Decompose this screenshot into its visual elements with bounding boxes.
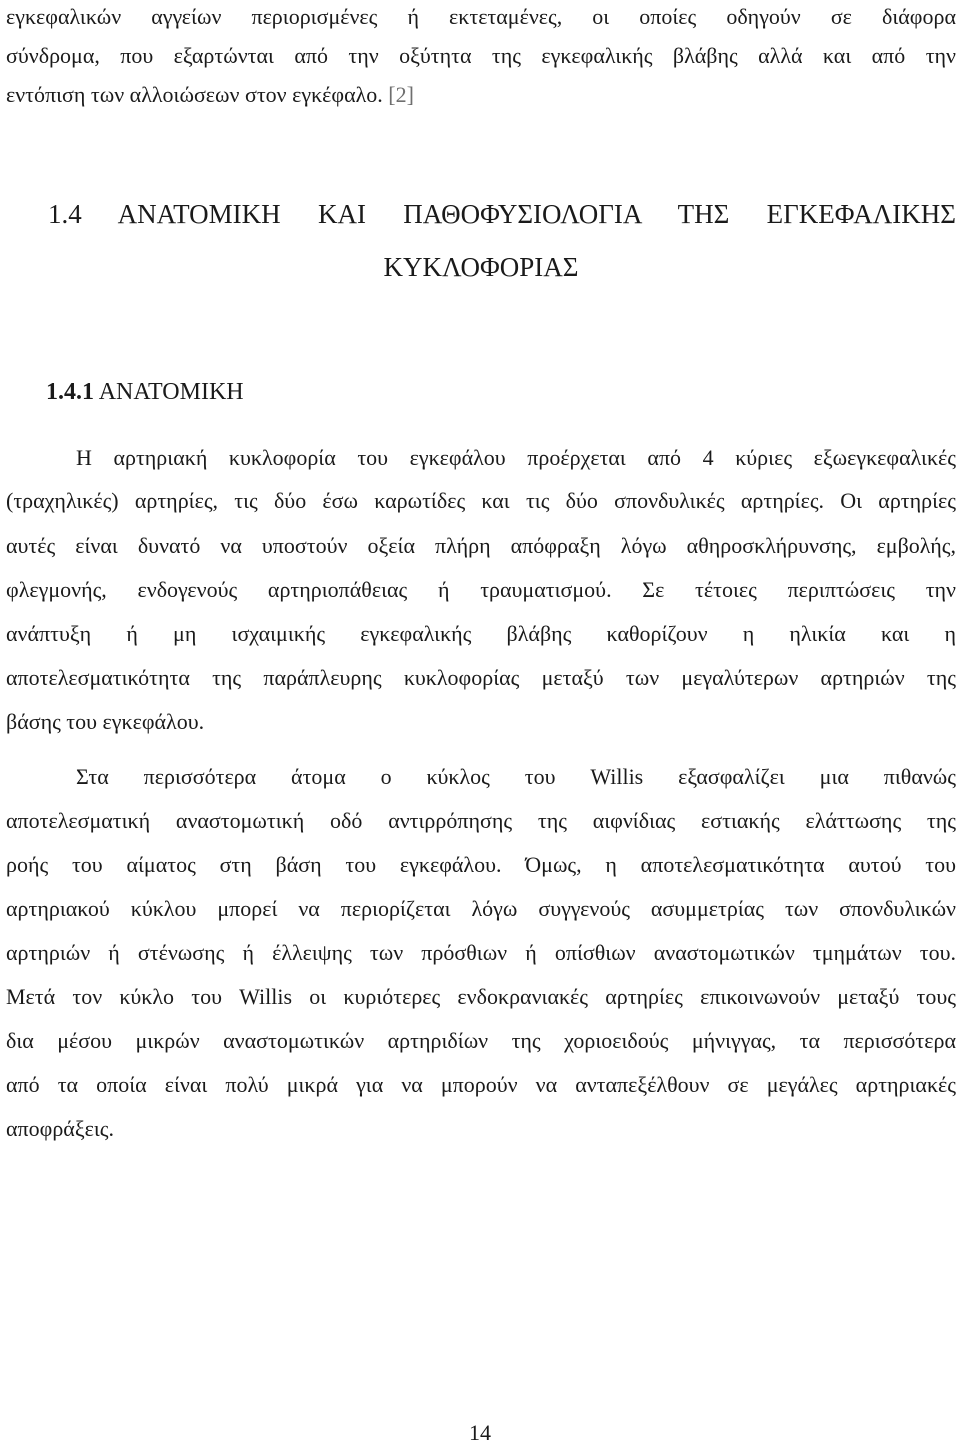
- subsection-number: 1.4.1: [46, 379, 94, 405]
- section-title-line-2: ΚΥΚΛΟΦΟΡΙΑΣ: [383, 252, 579, 282]
- paragraph-1-line: φλεγμονής, ενδογενούς αρτηριοπάθειας ή τραυματισμού. Σε τέτοιες περιπτώσεις την: [6, 577, 956, 602]
- paragraph-2-line: αποφράξεις.: [6, 1116, 115, 1141]
- section-title-line-1: ΑΝΑΤΟΜΙΚΗ ΚΑΙ ΠΑΘΟΦΥΣΙΟΛΟΓΙΑ ΤΗΣ ΕΓΚΕΦΑΛΙΚΗΣ: [117, 199, 957, 229]
- paragraph-1-line: βάσης του εγκεφάλου.: [6, 709, 205, 734]
- citation-ref: [2]: [388, 82, 414, 107]
- paragraph-2-line: δια μέσου μικρών αναστομωτικών αρτηριδίων της χοριοειδούς μήνιγγας, τα περισσότερα: [6, 1028, 956, 1053]
- paragraph-2-line: Στα περισσότερα άτομα ο κύκλος του Willis εξασφαλίζει μια πιθανώς: [76, 764, 956, 789]
- paragraph-2-line: αρτηριών ή στένωσης ή έλλειψης των πρόσθιων ή οπίσθιων αναστομωτικών τμημάτων του.: [6, 940, 956, 965]
- paragraph-1-line: Η αρτηριακή κυκλοφορία του εγκεφάλου προέρχεται από 4 κύριες εξωεγκεφαλικές: [76, 445, 956, 470]
- intro-line-2: σύνδρομα, που εξαρτώνται από την οξύτητα της εγκεφαλικής βλάβης αλλά και από την: [6, 43, 956, 68]
- paragraph-2-line: αποτελεσματική αναστομωτική οδό αντιρρόπησης της αιφνίδιας εστιακής ελάττωσης της: [6, 808, 956, 833]
- intro-line-3-text: εντόπιση των αλλοιώσεων στον εγκέφαλο.: [6, 82, 383, 107]
- section-number: 1.4: [48, 199, 82, 229]
- section-heading: [48, 197, 956, 231]
- paragraph-2-line: Μετά τον κύκλο του Willis οι κυριότερες ενδοκρανιακές αρτηρίες επικοινωνούν μεταξύ τους: [6, 984, 956, 1009]
- paragraph-2-line: ροής του αίματος στη βάση του εγκεφάλου. Όμως, η αποτελεσματικότητα αυτού του: [6, 852, 956, 877]
- paragraph-2-line: από τα οποία είναι πολύ μικρά για να μπορούν να ανταπεξέλθουν σε μεγάλες αρτηριακές: [6, 1072, 956, 1097]
- paragraph-1-line: αποτελεσματικότητα της παράπλευρης κυκλοφορίας μεταξύ των μεγαλύτερων αρτηριών της: [6, 665, 956, 690]
- paragraph-1-line: (τραχηλικές) αρτηρίες, τις δύο έσω καρωτίδες και τις δύο σπονδυλικές αρτηρίες. Οι αρτηρίες: [6, 488, 956, 513]
- paragraph-1-line: ανάπτυξη ή μη ισχαιμικής εγκεφαλικής βλάβης καθορίζουν η ηλικία και η: [6, 621, 956, 646]
- subsection-heading: [46, 377, 244, 407]
- paragraph-2-line: αρτηριακού κύκλου μπορεί να περιορίζεται λόγω συγγενούς ασυμμετρίας των σπονδυλικών: [6, 896, 956, 921]
- intro-line-3: [6, 80, 956, 110]
- page-number: 14: [469, 1420, 491, 1445]
- subsection-title: ΑΝΑΤΟΜΙΚΗ: [98, 379, 244, 405]
- paragraph-1-line: αυτές είναι δυνατό να υποστούν οξεία πλήρη απόφραξη λόγω αθηροσκλήρυνσης, εμβολής,: [6, 533, 956, 558]
- intro-line-1: εγκεφαλικών αγγείων περιορισμένες ή εκτεταμένες, οι οποίες οδηγούν σε διάφορα: [6, 4, 956, 29]
